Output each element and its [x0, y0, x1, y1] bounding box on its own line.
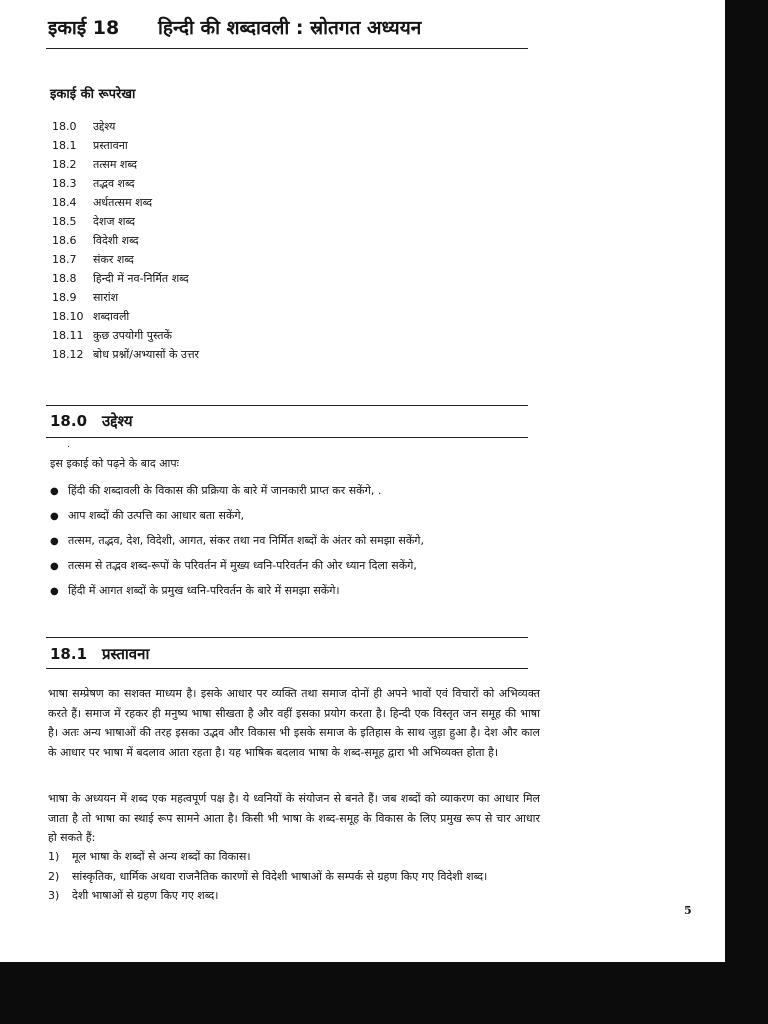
outline-number: 18.10 — [52, 310, 84, 323]
outline-number: 18.5 — [52, 215, 77, 228]
objective-intro: इस इकाई को पढ़ने के बाद आपः — [50, 457, 179, 470]
outline-number: 18.4 — [52, 196, 77, 209]
section-rule-bottom — [46, 668, 528, 669]
unit-label: इकाई 18 — [48, 17, 120, 39]
section-heading-introduction — [50, 644, 149, 664]
objective-text: हिंदी में आगत शब्दों के प्रमुख ध्वनि-परिवर्तन के बारे में समझा सकेंगे। — [68, 584, 340, 597]
objective-list — [50, 478, 530, 603]
objective-text: तत्सम से तद्भव शब्द-रूपों के परिवर्तन में मुख्य ध्वनि-परिवर्तन की ओर ध्यान दिला सकेंगे, — [68, 559, 417, 572]
outline-item — [52, 193, 199, 212]
outline-number: 18.12 — [52, 348, 84, 361]
outline-number: 18.1 — [52, 139, 77, 152]
outline-item — [52, 307, 199, 326]
section-rule-top — [46, 637, 528, 638]
outline-label: सारांश — [93, 291, 119, 304]
outline-label: तत्सम शब्द — [93, 158, 137, 171]
outline-label: उद्देश्य — [93, 120, 116, 133]
outline-label: अर्धतत्सम शब्द — [93, 196, 153, 209]
outline-item — [52, 345, 199, 364]
paragraph: भाषा के अध्ययन में शब्द एक महत्वपूर्ण पक्ष है। ये ध्वनियों के संयोजन से बनते हैं। जब शब्दों को व्याकरण का आधार मिल जाता है तो भाषा का स्थाई रूप सामने आता है। किसी भी भाषा के शब्द-समूह के विकास के लिए प्रमुख रूप से चार आधार हो सकते हैं: — [48, 792, 540, 844]
stray-mark: . — [67, 440, 70, 450]
outline-number: 18.6 — [52, 234, 77, 247]
outline-item — [52, 117, 199, 136]
outline-item — [52, 155, 199, 174]
outline-label: तद्भव शब्द — [93, 177, 135, 190]
outline-item — [52, 136, 199, 155]
outline-number: 18.2 — [52, 158, 77, 171]
outline-title: इकाई की रूपरेखा — [50, 87, 136, 102]
outline-item — [52, 269, 199, 288]
outline-number: 18.3 — [52, 177, 77, 190]
bullet-icon: ● — [50, 586, 59, 597]
scan-border-right — [725, 0, 768, 1024]
objective-item — [50, 553, 530, 578]
outline-item — [52, 326, 199, 345]
section-title: उद्देश्य — [102, 412, 133, 430]
objective-item — [50, 528, 530, 553]
outline-item — [52, 212, 199, 231]
item-text: मूल भाषा के शब्दों से अन्य शब्दों का विकास। — [72, 850, 251, 863]
objective-item — [50, 478, 530, 503]
unit-title: हिन्दी की शब्दावली : स्रोतगत अध्ययन — [158, 17, 422, 39]
outline-number: 18.11 — [52, 329, 84, 342]
outline-item — [52, 250, 199, 269]
outline-item — [52, 231, 199, 250]
item-number: 2) — [48, 869, 60, 883]
outline-item — [52, 174, 199, 193]
section-rule-top — [46, 405, 528, 406]
outline-number: 18.9 — [52, 291, 77, 304]
item-text: सांस्कृतिक, धार्मिक अथवा राजनैतिक कारणों से विदेशी भाषाओं के सम्पर्क से ग्रहण किए गए विदेशी शब्द। — [72, 869, 488, 883]
item-number: 3) — [48, 889, 60, 902]
section-number: 18.0 — [50, 412, 88, 430]
page-number: 5 — [684, 904, 692, 917]
unit-header — [48, 14, 421, 40]
objective-text: आप शब्दों की उत्पत्ति का आधार बता सकेंगे, — [68, 509, 245, 522]
outline-number: 18.7 — [52, 253, 77, 266]
section-heading-objective — [50, 411, 133, 431]
objective-text: हिंदी की शब्दावली के विकास की प्रक्रिया के बारे में जानकारी प्राप्त कर सकेंगे, . — [68, 484, 382, 497]
outline-label: विदेशी शब्द — [93, 234, 139, 247]
outline-label: हिन्दी में नव-निर्मित शब्द — [93, 272, 189, 285]
outline-item — [52, 288, 199, 307]
section-title: प्रस्तावना — [102, 645, 150, 663]
item-text: देशी भाषाओं से ग्रहण किए गए शब्द। — [72, 889, 219, 902]
bullet-icon: ● — [50, 486, 59, 497]
outline-label: कुछ उपयोगी पुस्तकें — [93, 329, 172, 342]
section-rule-bottom — [46, 437, 528, 438]
numbered-list — [48, 847, 528, 906]
bullet-icon: ● — [50, 536, 59, 547]
numbered-item — [48, 847, 528, 867]
bullet-icon: ● — [50, 511, 59, 522]
section-number: 18.1 — [50, 645, 88, 663]
scan-border-bottom — [0, 962, 768, 1024]
paragraph: भाषा सम्प्रेषण का सशक्त माध्यम है। इसके आधार पर व्यक्ति तथा समाज दोनों ही अपने भावों एवं विचारों को अभिव्यक्त करते हैं। समाज में रहकर ही मनुष्य भाषा सीखता है और वहीं इसका प्रयोग करता है। हिन्दी एक विस्तृत जन समूह की भाषा है। अतः अन्य भाषाओं की तरह इसका उद्भव और विकास भी इसके समाज के इतिहास के साथ जुड़ा हुआ है। देश और काल के आधार पर भाषा में बदलाव आता रहता है। यह भाषिक बदलाव भाषा के शब्द-समूह द्वारा भी अभिव्यक्त होता है। — [48, 687, 540, 759]
outline-label: प्रस्तावना — [93, 139, 128, 152]
item-number: 1) — [48, 850, 60, 863]
outline-label: शब्दावली — [93, 310, 130, 323]
numbered-item — [48, 867, 528, 887]
bullet-icon: ● — [50, 561, 59, 572]
outline-label: बोध प्रश्नों/अभ्यासों के उत्तर — [93, 348, 200, 361]
outline-label: संकर शब्द — [93, 253, 134, 266]
numbered-item — [48, 886, 528, 906]
objective-item — [50, 503, 530, 528]
objective-text: तत्सम, तद्भव, देश, विदेशी, आगत, संकर तथा नव निर्मित शब्दों के अंतर को समझा सकेंगे, — [68, 534, 424, 547]
outline-label: देशज शब्द — [93, 215, 135, 228]
header-rule — [46, 48, 528, 49]
outline-list — [52, 117, 199, 364]
outline-number: 18.0 — [52, 120, 77, 133]
outline-number: 18.8 — [52, 272, 77, 285]
objective-item — [50, 578, 530, 603]
